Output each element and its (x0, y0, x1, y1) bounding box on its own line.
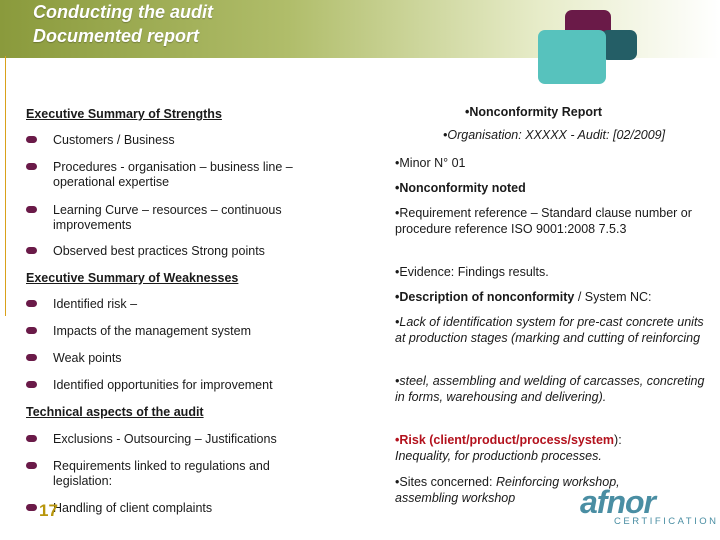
logo-word: afnor (580, 484, 655, 520)
weakness-item: Impacts of the management system (53, 324, 252, 338)
strength-item: Customers / Business (53, 133, 175, 147)
sites-text: Reinforcing workshop, assembling workshop (395, 475, 620, 505)
requirement-reference: •Requirement reference – Standard clause number or procedure reference ISO 9001:2008 7.5.3 (395, 206, 692, 236)
weakness-item: Identified opportunities for improvement (53, 378, 273, 392)
weaknesses-heading: Executive Summary of Weaknesses (26, 271, 239, 285)
weakness-item: Weak points (53, 351, 122, 365)
bullet-icon (26, 206, 37, 213)
bullet-icon (26, 381, 37, 388)
bullet-icon (26, 247, 37, 254)
strength-item: Observed best practices Strong points (53, 244, 265, 258)
risk-line (395, 433, 710, 464)
bullet-icon (26, 504, 37, 511)
minor-line: •Minor N° 01 (395, 156, 466, 170)
technical-item: Requirements linked to regulations and legislation: (53, 459, 270, 488)
strength-item: Learning Curve – resources – continuous improvements (53, 203, 282, 232)
bullet-icon (26, 354, 37, 361)
risk-label: •Risk (client/product/process/system (395, 433, 615, 447)
bullet-icon (26, 435, 37, 442)
bullet-icon (26, 136, 37, 143)
bullet-icon (26, 462, 37, 469)
description-suffix: / System NC: (574, 290, 652, 304)
technical-item: Handling of client complaints (53, 501, 213, 515)
risk-text: Inequality, for productionb processes. (395, 448, 602, 463)
technical-item: Exclusions - Outsourcing – Justifications (53, 432, 277, 446)
organisation-line: •Organisation: XXXXX - Audit: [02/2009] (443, 128, 666, 142)
decor-square-teal (538, 30, 606, 84)
page-subtitle: Documented report (33, 26, 200, 46)
afnor-logo (580, 484, 719, 532)
description-label: •Description of nonconformity (395, 290, 575, 304)
decor-square-darkteal (601, 30, 637, 60)
page-number: 17 (39, 501, 58, 520)
risk-suffix: ): (614, 433, 622, 447)
bullet-icon (26, 327, 37, 334)
sites-label: •Sites concerned: (395, 475, 496, 489)
strength-item: Procedures - organisation – business line – operational expertise (53, 160, 293, 189)
nonconformity-noted: •Nonconformity noted (395, 181, 526, 195)
steel-description: •steel, assembling and welding of carcasses, concreting in forms, warehousing and delivering). (395, 374, 705, 404)
weakness-item: Identified risk – (53, 297, 138, 311)
evidence-line: •Evidence: Findings results. (395, 265, 549, 279)
page-title: Conducting the audit (33, 2, 213, 22)
left-accent-line (5, 56, 6, 316)
strengths-heading: Executive Summary of Strengths (26, 107, 222, 121)
bullet-icon (26, 300, 37, 307)
nonconformity-report-title: •Nonconformity Report (465, 105, 603, 119)
lack-description: •Lack of identification system for pre-cast concrete units at production stages (marking and cutting of reinforcing (395, 315, 704, 345)
logo-subtitle: CERTIFICATION (614, 516, 719, 527)
technical-heading: Technical aspects of the audit (26, 405, 204, 419)
bullet-icon (26, 163, 37, 170)
description-line (395, 290, 710, 306)
